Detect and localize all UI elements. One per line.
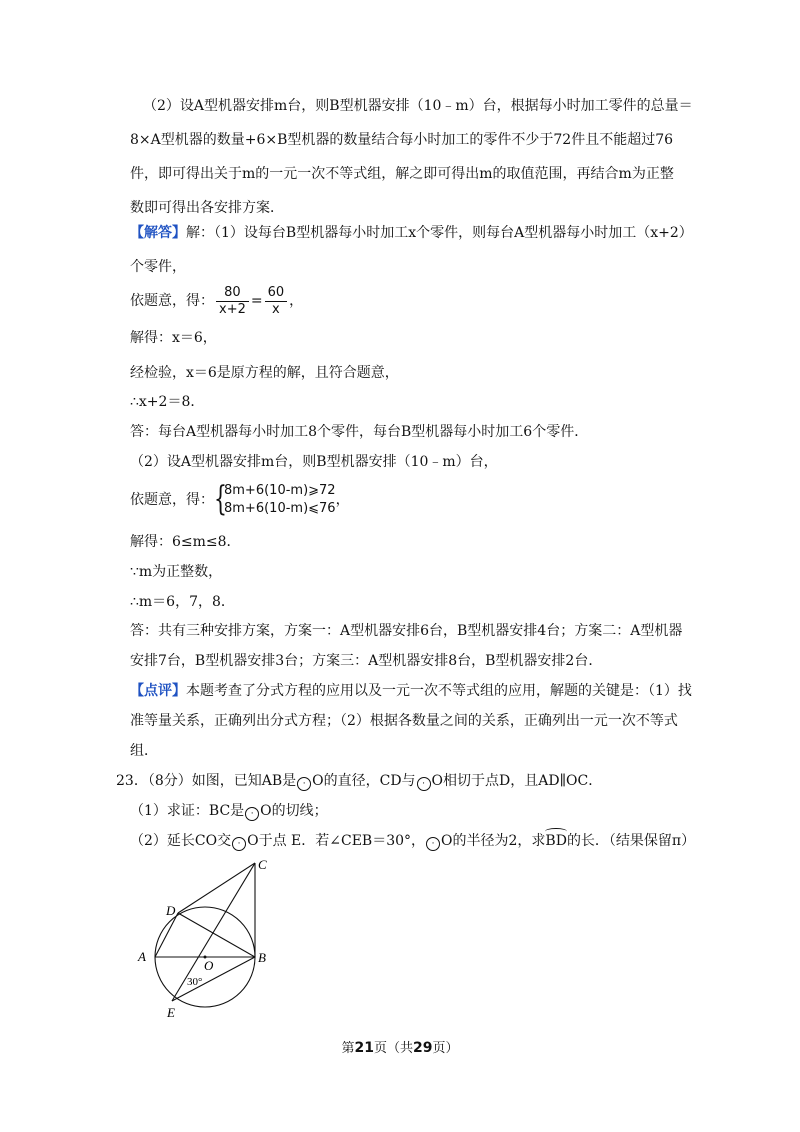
comment-line-2: 准等量关系，正确列出分式方程；（2）根据各数量之间的关系，正确列出一元一次不等式 — [130, 713, 678, 729]
segment-eb — [172, 957, 255, 1001]
eq-suffix: ， — [289, 293, 304, 309]
analysis-line-2: 8×A型机器的数量+6×B型机器的数量结合每小时加工的零件不少于72件且不能超过76 — [130, 132, 674, 148]
analysis-line-3: 件，即可得出关于m的一元一次不等式组，解之即可得出m的取值范围，再结合m为正整 — [130, 166, 674, 182]
fraction-1-denominator: x+2 — [219, 301, 246, 317]
fraction-1 — [216, 285, 249, 318]
solution-line-13: 答：共有三种安排方案，方案一：A型机器安排6台，B型机器安排4台；方案二：A型机器 — [130, 623, 683, 639]
circle-o-icon: · — [297, 777, 311, 791]
page-footer — [0, 1037, 800, 1056]
footer-pre: 第 — [341, 1041, 355, 1056]
eq-sign: = — [250, 293, 263, 309]
fraction-2 — [265, 285, 288, 318]
solution-line-1 — [130, 224, 693, 242]
q23-part2 — [130, 832, 695, 851]
label-a: A — [138, 949, 146, 964]
q23-p2-a: （2）延长CO交 — [130, 833, 232, 849]
analysis-line-1: （2）设A型机器安排m台，则B型机器安排（10﹣m）台，根据每小时加工零件的总量＝ — [143, 98, 693, 114]
fraction-2-denominator: x — [272, 301, 280, 317]
solution-tag: 【解答】 — [130, 225, 186, 241]
solution-line-11: ∵m为正整数， — [130, 564, 223, 580]
comment-tag: 【点评】 — [130, 683, 186, 699]
footer-mid: 页（共 — [373, 1041, 413, 1056]
segment-db — [178, 913, 255, 957]
circle-o-icon: · — [245, 807, 259, 821]
eq-prefix: 依题意，得： — [130, 293, 214, 309]
q23-p2-c: O的半径为2，求 — [441, 833, 546, 849]
solution-line-6: ∴x+2＝8． — [130, 394, 205, 410]
solution-line-2: 个零件， — [130, 259, 186, 275]
solution-line-7: 答：每台A型机器每小时加工8个零件，每台B型机器每小时加工6个零件． — [130, 424, 589, 440]
inequality-row-1: 8m+6(10-m)⩾72 — [224, 483, 336, 498]
solution-line-10: 解得：6≤m≤8． — [130, 534, 241, 550]
label-e: E — [167, 1005, 175, 1020]
solution-line-12: ∴m＝6，7，8． — [130, 594, 235, 610]
fraction-equation — [130, 284, 303, 318]
brace-icon: { — [214, 479, 227, 519]
q23-part1 — [130, 802, 328, 821]
geometry-figure — [130, 855, 280, 1025]
comment-line-3: 组． — [130, 743, 158, 759]
footer-post: 页） — [432, 1041, 459, 1056]
solution-text: 解：（1）设每台B型机器每小时加工x个零件，则每台A型机器每小时加工（x+2） — [186, 225, 693, 241]
solution-line-5: 经检验，x＝6是原方程的解，且符合题意， — [130, 365, 399, 381]
segment-ad — [155, 913, 178, 957]
q23-p1-a: （1）求证：BC是 — [130, 803, 245, 819]
page-number: 21 — [354, 1040, 374, 1056]
segment-ce — [172, 863, 255, 1001]
analysis-line-4: 数即可得出各安排方案． — [130, 200, 284, 216]
circle-o-icon: · — [426, 837, 440, 851]
solution-line-14: 安排7台，B型机器安排3台；方案三：A型机器安排8台，B型机器安排2台． — [130, 653, 603, 669]
q23-p2-d: 的长．（结果保留π） — [566, 833, 696, 849]
inequality-system — [130, 480, 350, 520]
segment-dc — [178, 863, 255, 913]
label-b: B — [258, 950, 266, 965]
circle-o-icon: · — [417, 777, 431, 791]
sys-prefix: 依题意，得： — [130, 492, 214, 508]
fraction-1-numerator: 80 — [216, 285, 249, 302]
comment-line-1 — [130, 682, 692, 700]
q23-stem-c: O相切于点D，且AD∥OC． — [431, 773, 603, 789]
q23-stem — [116, 772, 602, 791]
label-c: C — [258, 857, 267, 872]
label-d: D — [166, 903, 176, 918]
page-total: 29 — [413, 1040, 433, 1056]
inequality-row-2: 8m+6(10-m)⩽76 — [224, 501, 336, 516]
solution-line-4: 解得：x＝6， — [130, 330, 217, 346]
arc-bd: BD — [545, 833, 567, 849]
circle-o-icon: · — [232, 837, 246, 851]
fraction-2-numerator: 60 — [265, 285, 288, 302]
label-angle: 30° — [187, 976, 203, 988]
label-o: O — [204, 958, 214, 973]
inequality-brace-group — [214, 479, 336, 519]
comment-text: 本题考查了分式方程的应用以及一元一次不等式组的应用，解题的关键是：（1）找 — [186, 683, 692, 699]
q23-p2-b: O于点 E．若∠CEB＝30°， — [247, 833, 426, 849]
q23-p1-b: O的切线； — [260, 803, 328, 819]
sys-suffix: ， — [335, 492, 350, 508]
q23-stem-a: 23．（8分）如图，已知AB是 — [116, 773, 297, 789]
solution-line-8: （2）设A型机器安排m台，则B型机器安排（10﹣m）台， — [130, 454, 498, 470]
q23-stem-b: O的直径，CD与 — [312, 773, 416, 789]
